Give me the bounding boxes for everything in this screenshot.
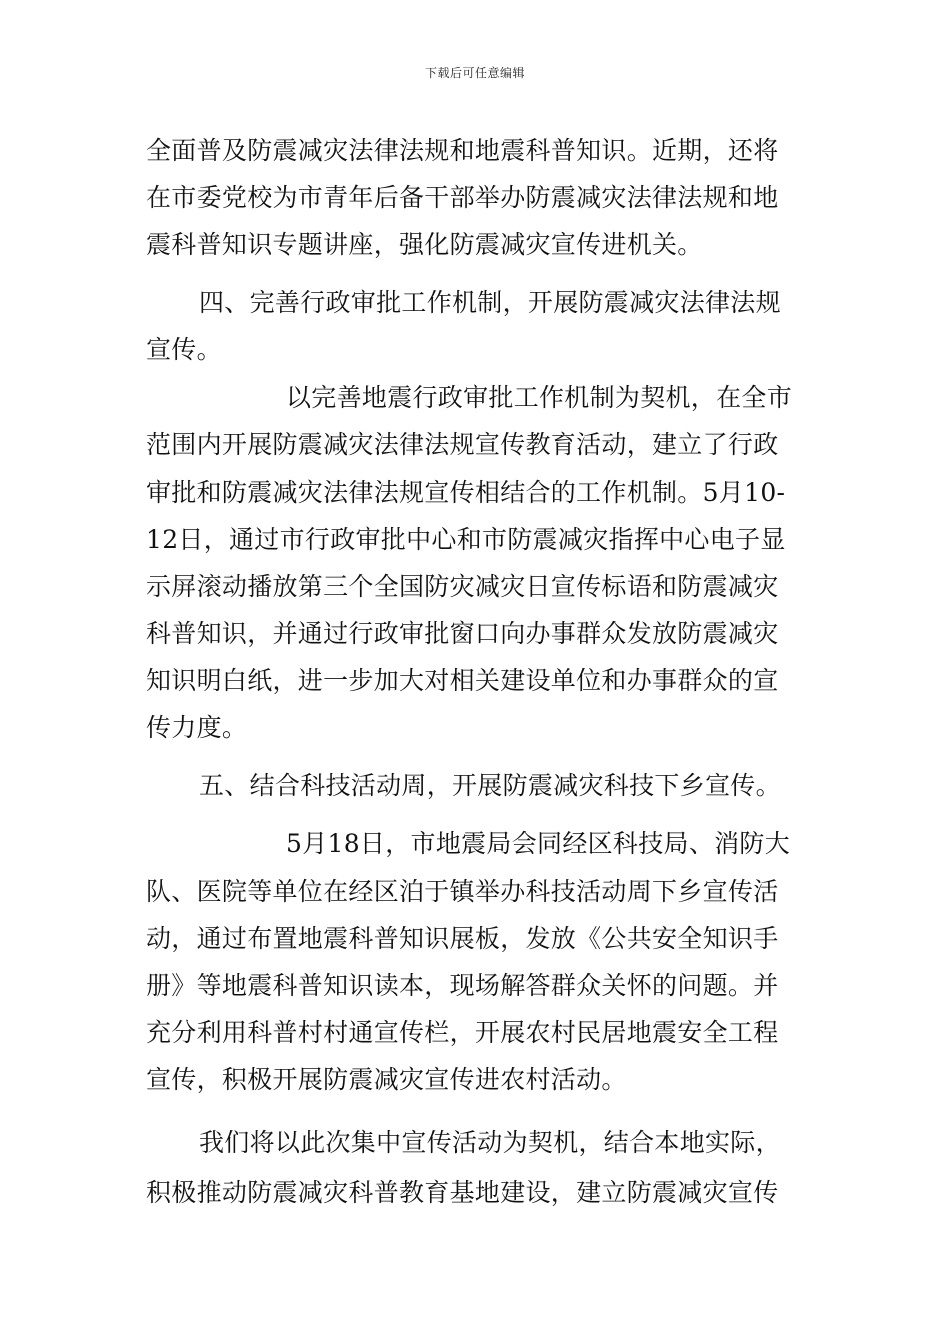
text-line: 动，通过布置地震科普知识展板，发放《公共安全知识手 — [146, 924, 779, 953]
text-line: 示屏滚动播放第三个全国防灾减灾日宣传标语和防震减灾 — [146, 572, 779, 601]
text-line: 册》等地震科普知识读本，现场解答群众关怀的问题。并 — [146, 971, 779, 1000]
text-line: 四、完善行政审批工作机制，开展防震减灾法律法规 — [199, 288, 781, 317]
text-line: 宣传，积极开展防震减灾宣传进农村活动。 — [146, 1065, 627, 1094]
header-note: 下载后可任意编辑 — [424, 66, 525, 80]
text-line: 充分利用科普村村通宣传栏，开展农村民居地震安全工程 — [146, 1018, 779, 1047]
text-line: 12日，通过市行政审批中心和市防震减灾指挥中心电子显 — [146, 525, 786, 554]
text-line: 在市委党校为市青年后备干部举办防震减灾法律法规和地 — [146, 183, 779, 212]
text-line: 科普知识，并通过行政审批窗口向办事群众发放防震减灾 — [146, 619, 779, 648]
text-line: 传力度。 — [146, 713, 248, 742]
text-line: 五、结合科技活动周，开展防震减灾科技下乡宣传。 — [199, 771, 781, 800]
text-line: 队、医院等单位在经区泊于镇举办科技活动周下乡宣传活 — [146, 877, 779, 906]
text-line: 震科普知识专题讲座，强化防震减灾宣传进机关。 — [146, 230, 703, 259]
text-line: 我们将以此次集中宣传活动为契机，结合本地实际， — [199, 1128, 781, 1157]
text-line: 宣传。 — [146, 335, 222, 364]
text-line: 5月18日，市地震局会同经区科技局、消防大 — [286, 829, 791, 858]
text-line: 全面普及防震减灾法律法规和地震科普知识。近期，还将 — [146, 136, 779, 165]
text-line: 审批和防震减灾法律法规宣传相结合的工作机制。5月10- — [146, 478, 786, 507]
text-line: 范围内开展防震减灾法律法规宣传教育活动，建立了行政 — [146, 430, 779, 459]
text-line: 知识明白纸，进一步加大对相关建设单位和办事群众的宣 — [146, 666, 779, 695]
text-line: 积极推动防震减灾科普教育基地建设，建立防震减灾宣传 — [146, 1178, 779, 1207]
text-line: 以完善地震行政审批工作机制为契机，在全市 — [286, 383, 793, 412]
